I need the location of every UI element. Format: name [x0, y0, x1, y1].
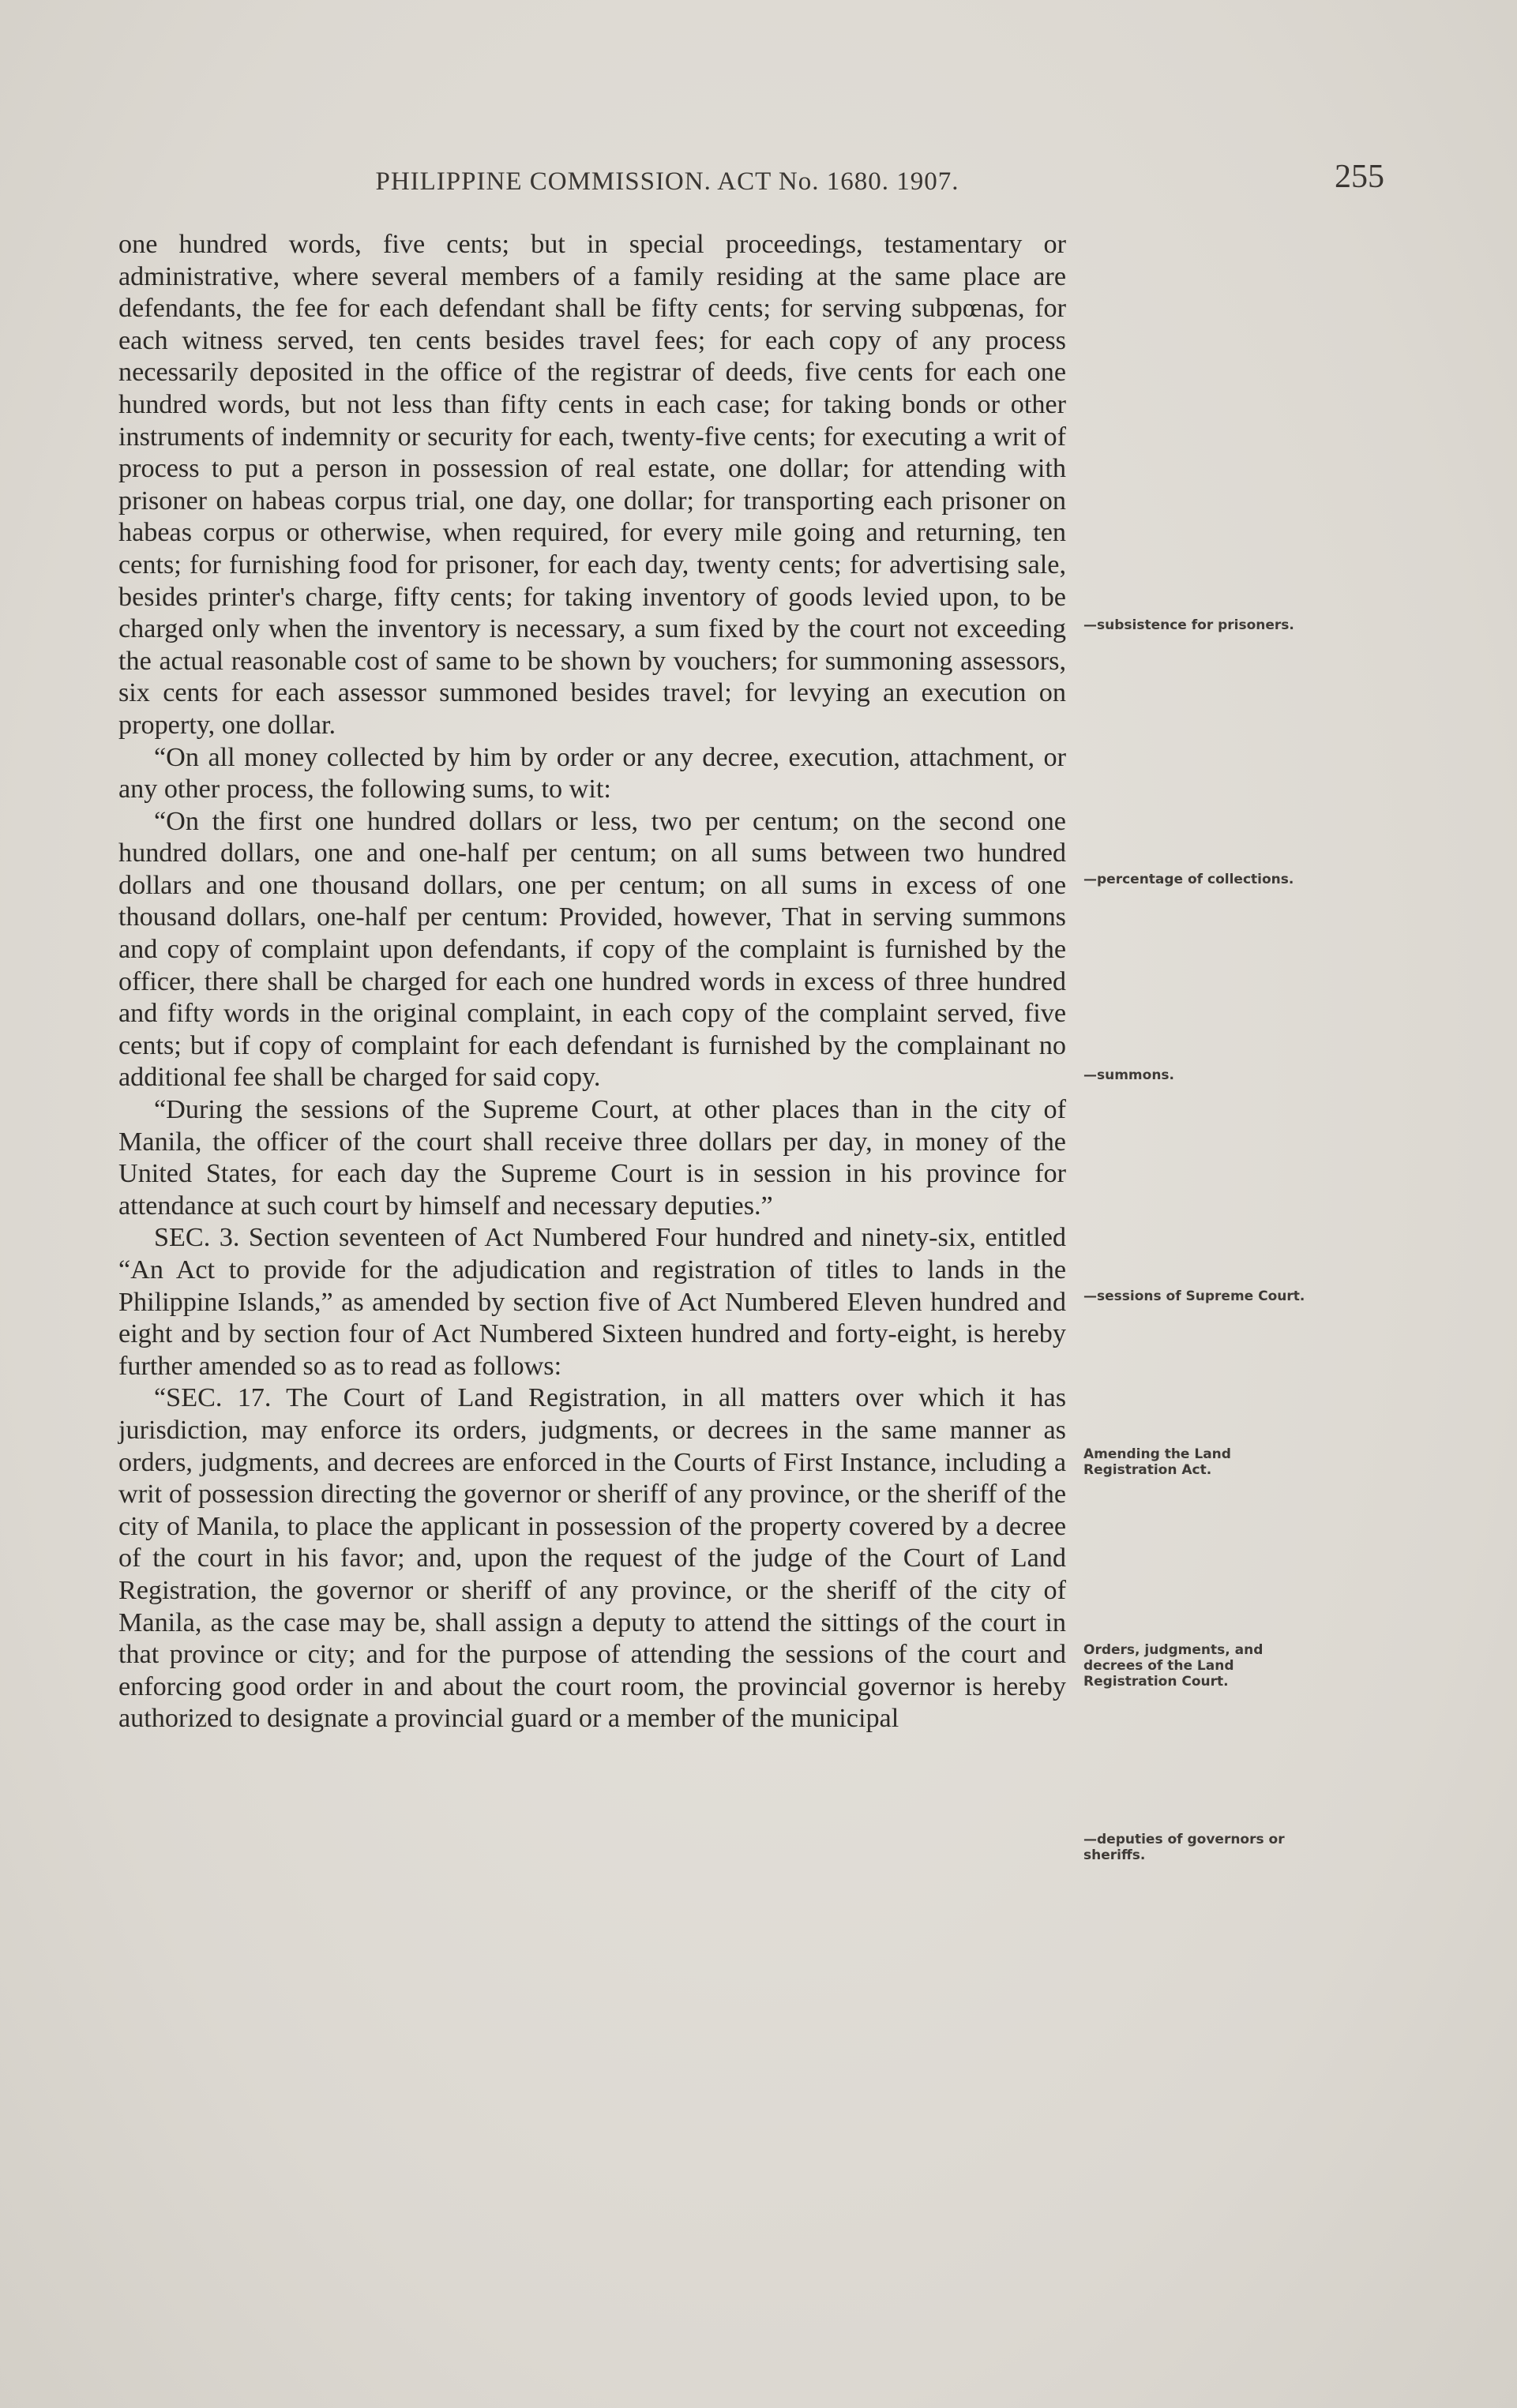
- paragraph-supreme-court: “During the sessions of the Supreme Court, at other places than in the city of Manila, the officer of the court shall receive three dollars per day, in money of the United States, for each day the Supreme Court is in session in his province for attendance at such court by himself and necessary deputies.”: [118, 1095, 1066, 1221]
- margin-note-orders: Orders, judgments, and decrees of the Land Registration Court.: [1083, 1642, 1264, 1690]
- margin-note-deputies: —deputies of governors or sheriffs.: [1083, 1832, 1285, 1863]
- paragraph-fees: one hundred words, five cents; but in special proceedings, testamentary or administrative, where several members of a family residing at the same place are defendants, the fee for each defendant shall be fifty cents; for serving subpœnas, for each witness served, ten cents besides travel fees; for each copy of any process necessarily deposited in the office of the registrar of deeds, five cents for each one hundred words, but not less than fifty cents in each case; for taking bonds or other instruments of indemnity or security for each, twenty-five cents; for executing a writ of process to put a person in possession of real estate, one dollar; for attending with prisoner on habeas corpus trial, one day, one dollar; for transporting each prisoner on habeas corpus or otherwise, when required, for every mile going and returning, ten cents; for furnishing food for prisoner, for each day, twenty cents; for advertising sale, besides printer's charge, fifty cents; for taking inventory of goods levied upon, to be charged only when the inventory is necessary, a sum fixed by the court not exceeding the actual reasonable cost of same to be shown by vouchers; for summoning assessors, six cents for each assessor summoned besides travel; for levying an execution on property, one dollar.: [118, 230, 1066, 740]
- paragraph-percentages: “On the first one hundred dollars or less, two per centum; on the second one hundred dollars, one and one-half per centum; on all sums between two hundred dollars and one thousand dollars, one per centum; on all sums in excess of one thousand dollars, one-half per centum: Provided, however, That in serving summons and copy of complaint upon defendants, if copy of the complaint is furnished by the officer, there shall be charged for each one hundred words in excess of three hundred and fifty words in the original complaint, in each copy of the complaint served, five cents; but if copy of complaint for each defendant is furnished by the complainant no additional fee shall be charged for said copy.: [118, 806, 1066, 1093]
- margin-note-sessions: —sessions of Supreme Court.: [1083, 1288, 1305, 1304]
- paragraph-money-collected: “On all money collected by him by order or any decree, execution, attachment, or any other process, the following sums, to wit:: [118, 742, 1066, 805]
- paragraph-section-17: “SEC. 17. The Court of Land Registration, in all matters over which it has jurisdiction, may enforce its orders, judgments, or decrees in the same manner as orders, judgments, and decrees are enforced in the Courts of First Instance, including a writ of possession directing the governor or sheriff of any province, or the sheriff of the city of Manila, to place the applicant in possession of the property covered by a decree of the court in his favor; and, upon the request of the judge of the Court of Land Registration, the governor or sheriff of any province, or the sheriff of the city of Manila, as the case may be, shall assign a deputy to attend the sittings of the court in that province or city; and for the purpose of attending the sessions of the court and enforcing good order in and about the court room, the provincial governor is hereby authorized to designate a provincial guard or a member of the municipal: [118, 1383, 1066, 1734]
- body-text: [118, 229, 1066, 1735]
- paragraph-section-3: SEC. 3. Section seventeen of Act Numbered Four hundred and ninety-six, entitled “An Act to provide for the adjudication and registration of titles to lands in the Philippine Islands,” as amended by section five of Act Numbered Eleven hundred and eight and by section four of Act Numbered Sixteen hundred and forty-eight, is hereby further amended so as to read as follows:: [118, 1223, 1066, 1381]
- page-number: 255: [1335, 159, 1384, 195]
- margin-note-subsistence: —subsistence for prisoners.: [1083, 617, 1294, 633]
- margin-note-amending: Amending the Land Registration Act.: [1083, 1446, 1231, 1478]
- margin-note-percentage: —percentage of collections.: [1083, 872, 1294, 887]
- margin-note-summons: —summons.: [1083, 1067, 1175, 1083]
- running-head: PHILIPPINE COMMISSION. ACT No. 1680. 1907.: [375, 167, 959, 196]
